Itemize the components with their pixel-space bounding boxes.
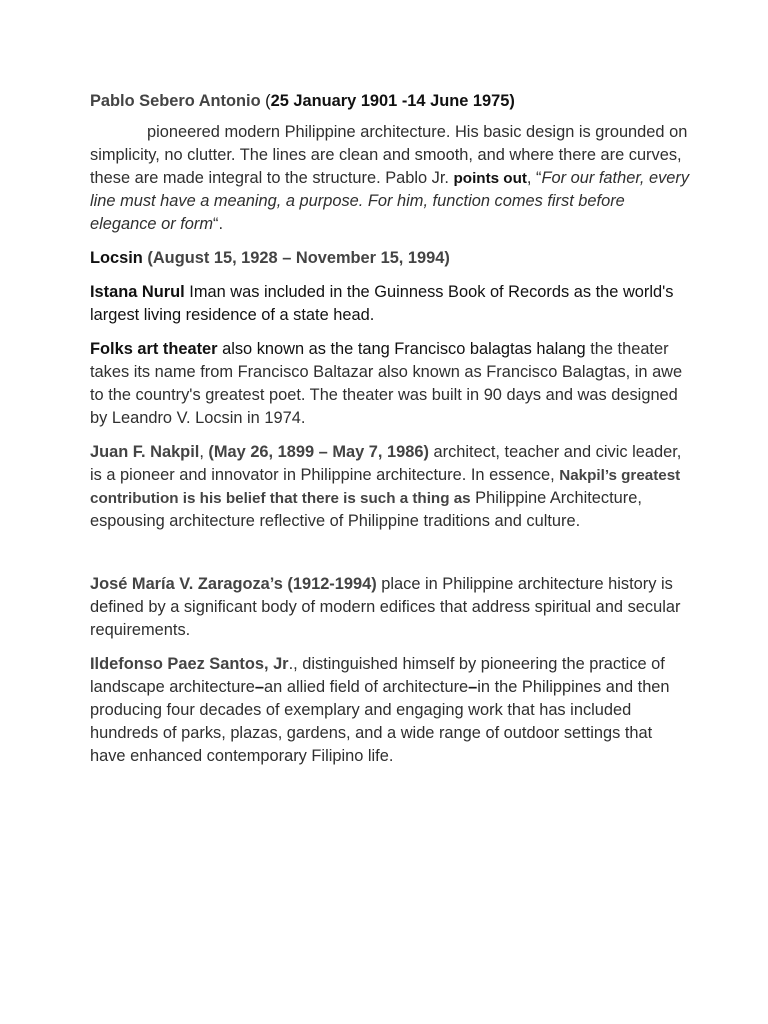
folks-paragraph [90,338,690,430]
zaragoza-paragraph [90,573,690,642]
antonio-points-out: points out [453,170,527,187]
antonio-quote-open: , “ [526,169,542,187]
locsin-dates: (August 15, 1928 – November 15, 1994) [142,249,450,267]
antonio-dates: 25 January 1901 -14 June 1975) [270,92,515,110]
folks-body-b: the theater takes its name from Francisco Baltazar also known as Francisco Balagtas, in awe to the country's greatest poet. The theater was built in 90 days and was designed by Leandro V. Locsin in 1974. [90,340,683,427]
nakpil-body-b: Philippine Architecture, espousing architecture reflective of Philippine traditions and culture. [90,489,642,530]
nakpil-name: Juan F. Nakpil [90,443,200,461]
antonio-heading [90,90,690,113]
antonio-body: pioneered modern Philippine architecture. His basic design is grounded on simplicity, no clutter. The lines are clean and smooth, and where there are curves, these are made integral to the structure. Pablo Jr. [90,123,688,187]
folks-body-a: also known as the tang Francisco balagtas halang [217,340,586,358]
antonio-quote-close: “. [213,215,224,233]
locsin-name: Locsin [90,249,143,267]
santos-body-a: ., distinguished himself by pioneering the practice of landscape architecture [90,655,665,696]
istana-paragraph [90,281,690,327]
antonio-quote: For our father, every line must have a meaning, a purpose. For him, function comes first before elegance or form [90,169,690,233]
locsin-heading [90,247,690,270]
document-page [90,90,690,768]
nakpil-body-a: architect, teacher and civic leader, is a pioneer and innovator in Philippine architecture. In essence, [90,443,682,484]
santos-dash-1: – [254,678,265,696]
santos-body-b: an allied field of architecture [264,678,469,696]
santos-dash-2: – [468,678,478,696]
nakpil-belief: Nakpil’s greatest contribution is his belief that there is such a thing as [90,467,681,507]
santos-body-c: in the Philippines and then producing four decades of exemplary and engaging work that has included hundreds of parks, plazas, gardens, and a wide range of outdoor settings that have enhanced contemporary Filipino life. [90,678,670,765]
antonio-name: Pablo Sebero Antonio [90,92,261,110]
nakpil-comma: , [199,443,209,461]
istana-name: Istana Nurul [90,283,185,301]
santos-name: Ildefonso Paez Santos, Jr [90,655,289,673]
antonio-open-paren: ( [260,92,271,110]
istana-body: Iman was included in the Guinness Book of Records as the world's largest living residence of a state head. [90,283,674,324]
folks-name: Folks art theater [90,340,218,358]
zaragoza-name: José María V. Zaragoza’s (1912-1994) [90,575,377,593]
nakpil-paragraph [90,441,690,533]
nakpil-dates: (May 26, 1899 – May 7, 1986) [208,443,429,461]
zaragoza-body: place in Philippine architecture history is defined by a significant body of modern edifices that address spiritual and secular requirements. [90,575,681,639]
santos-paragraph [90,653,690,768]
antonio-paragraph [90,121,690,236]
